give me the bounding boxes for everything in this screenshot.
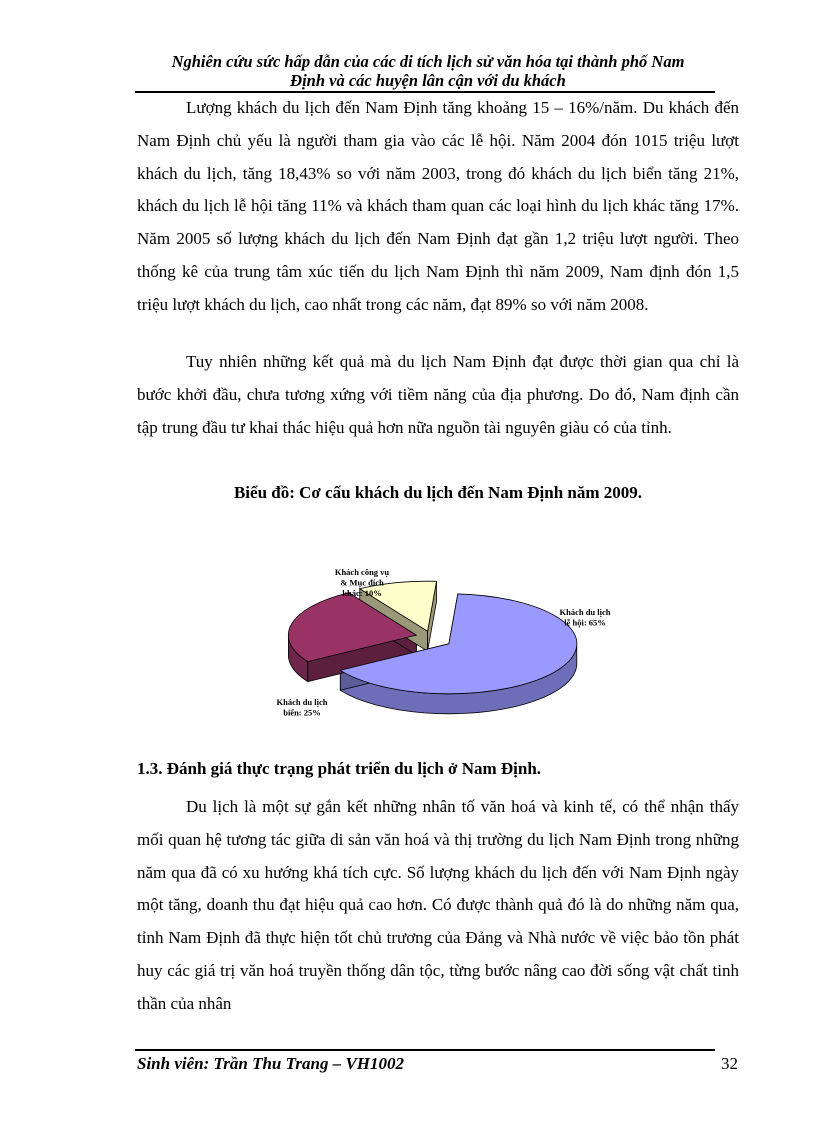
page-header xyxy=(120,52,736,90)
page-number: 32 xyxy=(721,1054,738,1073)
header-title-line-1: Nghiên cứu sức hấp dẫn của các di tích lịch sử văn hóa tại thành phố Nam xyxy=(171,52,685,71)
pie-label-1: Khách du lịch lễ hội: 65% xyxy=(559,607,611,628)
paragraph-assessment: Du lịch là một sự gắn kết những nhân tố văn hoá và kinh tế, có thể nhận thấy mối quan hệ tương tác giữa di sản văn hoá và thị trường du lịch Nam Định trong những năm qua đã có xu hướng khá tích cực. Số lượng khách du lịch đến với Nam Định ngày một tăng, doanh thu đạt hiệu quả cao hơn. Có được thành quả đó là do những năm qua, tỉnh Nam Định đã thực hiện tốt chủ trương của Đảng và Nhà nước về việc bảo tồn phát huy các giá trị văn hoá truyền thống dân tộc, từng bước nâng cao đời sống vật chất tinh thần của nhân xyxy=(137,797,739,1013)
tourist-structure-pie-chart xyxy=(240,545,640,735)
pie-label-2: Khách du lịch biển: 25% xyxy=(276,697,328,718)
section-heading-1-3: 1.3. Đánh giá thực trạng phát triển du lịch ở Nam Định. xyxy=(137,759,542,778)
paragraph-tourist-growth: Lượng khách du lịch đến Nam Định tăng khoảng 15 – 16%/năm. Du khách đến Nam Định chủ yếu là người tham gia vào các lễ hội. Năm 2004 đón 1015 triệu lượt khách du lịch, tăng 18,43% so với năm 2003, trong đó khách du lịch biển tăng 21%, khách du lịch lễ hội tăng 11% và khách tham quan các loại hình du lịch khác tăng 17%. Năm 2005 số lượng khách du lịch đến Nam Định đạt gần 1,2 triệu lượt người. Theo thống kê của trung tâm xúc tiến du lịch Nam Định thì năm 2009, Nam định đón 1,5 triệu lượt khách du lịch, cao nhất trong các năm, đạt 89% so với năm 2008. xyxy=(137,98,739,314)
pie-label-3: Khách công vụ & Mục đích khác: 10% xyxy=(334,567,390,598)
footer-author: Sinh viên: Trần Thu Trang – VH1002 xyxy=(137,1054,405,1073)
paragraph-limitations: Tuy nhiên những kết quả mà du lịch Nam Định đạt được thời gian qua chỉ là bước khởi đầu, chưa tương xứng với tiềm năng của địa phương. Do đó, Nam định cần tập trung đầu tư khai thác hiệu quả hơn nữa nguồn tài nguyên giàu có của tỉnh. xyxy=(137,352,739,437)
chart-caption: Biểu đồ: Cơ cấu khách du lịch đến Nam Định năm 2009. xyxy=(233,483,643,502)
header-title-line-2: Định và các huyện lân cận với du khách xyxy=(290,71,566,90)
